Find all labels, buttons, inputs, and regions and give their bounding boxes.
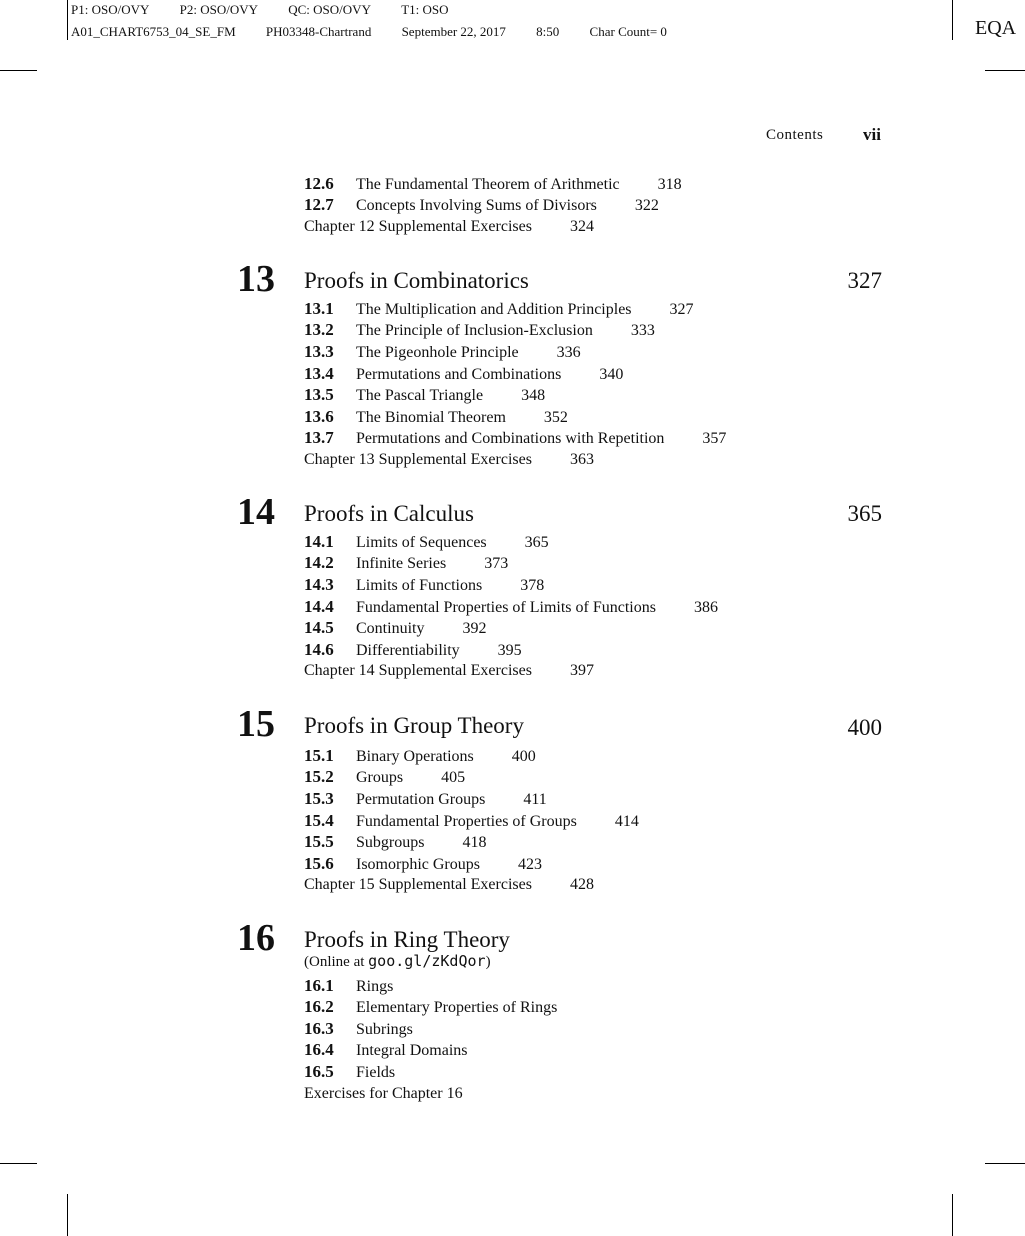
section-number: 14.6 <box>304 640 334 659</box>
section-number: 14.4 <box>304 597 334 616</box>
chapter-title[interactable]: Proofs in Group Theory <box>304 713 524 738</box>
chapter-number: 15 <box>237 703 275 745</box>
section-number: 15.1 <box>304 746 334 765</box>
toc-section-entry[interactable] <box>304 831 486 852</box>
crop-mark <box>0 70 37 71</box>
slug-field: P2: OSO/OVY <box>179 2 258 17</box>
toc-section-entry[interactable] <box>304 617 486 638</box>
online-prefix: (Online at <box>304 954 369 970</box>
supplemental-title: Chapter 14 Supplemental Exercises <box>304 662 532 679</box>
section-title: Subgroups <box>356 834 425 851</box>
slug-field: P1: OSO/OVY <box>71 2 150 17</box>
toc-section-entry[interactable] <box>304 853 542 874</box>
printer-slug-line-1 <box>71 2 476 18</box>
section-title: Fields <box>356 1064 396 1081</box>
supplemental-page: 324 <box>569 218 594 235</box>
section-title: Fundamental Properties of Limits of Functions <box>356 599 656 616</box>
online-note <box>304 952 491 971</box>
section-number: 13.4 <box>304 364 334 383</box>
section-number: 15.3 <box>304 789 334 808</box>
section-title: Differentiability <box>356 642 460 659</box>
section-page: 400 <box>511 748 536 765</box>
section-number: 14.3 <box>304 575 334 594</box>
toc-section-entry[interactable] <box>304 1018 413 1039</box>
section-page: 365 <box>524 534 549 551</box>
supplemental-title: Chapter 13 Supplemental Exercises <box>304 451 532 468</box>
chapter-title[interactable]: Proofs in Calculus <box>304 501 474 526</box>
supplemental-page: 363 <box>569 451 594 468</box>
running-head-label: Contents <box>766 127 824 143</box>
section-title: The Fundamental Theorem of Arithmetic <box>356 176 620 193</box>
chapter-number: 13 <box>237 258 275 300</box>
section-title: The Pigeonhole Principle <box>356 344 519 361</box>
slug-field: T1: OSO <box>401 2 449 17</box>
supplemental-title: Exercises for Chapter 16 <box>304 1085 463 1102</box>
section-page: 327 <box>669 301 694 318</box>
toc-section-entry[interactable] <box>304 1061 395 1082</box>
crop-mark <box>985 1163 1025 1164</box>
toc-section-entry[interactable] <box>304 384 545 405</box>
section-number: 13.1 <box>304 299 334 318</box>
toc-section-entry[interactable] <box>304 406 568 427</box>
section-page: 411 <box>523 791 547 808</box>
section-page: 418 <box>462 834 487 851</box>
section-number: 16.4 <box>304 1040 334 1059</box>
section-page: 340 <box>599 366 624 383</box>
section-title: Rings <box>356 978 394 995</box>
section-number: 15.2 <box>304 767 334 786</box>
section-title: The Pascal Triangle <box>356 387 484 404</box>
section-page: 333 <box>630 322 655 339</box>
section-number: 14.1 <box>304 532 334 551</box>
section-page: 386 <box>693 599 718 616</box>
toc-section-entry[interactable] <box>304 173 682 194</box>
toc-section-entry[interactable] <box>304 531 549 552</box>
toc-section-entry[interactable] <box>304 1039 468 1060</box>
section-title: Permutation Groups <box>356 791 486 808</box>
chapter-page: 365 <box>847 501 882 526</box>
section-title: Groups <box>356 769 404 786</box>
toc-section-entry[interactable] <box>304 194 659 215</box>
section-title: The Multiplication and Addition Principles <box>356 301 632 318</box>
toc-supplemental-entry[interactable] <box>304 1083 463 1104</box>
section-title: Elementary Properties of Rings <box>356 999 558 1016</box>
section-page: 373 <box>484 555 509 572</box>
slug-field: Char Count= 0 <box>589 24 667 39</box>
section-title: The Principle of Inclusion-Exclusion <box>356 322 593 339</box>
section-number: 13.5 <box>304 385 334 404</box>
section-number: 15.6 <box>304 854 334 873</box>
toc-section-entry[interactable] <box>304 766 465 787</box>
section-title: Continuity <box>356 620 425 637</box>
section-number: 13.7 <box>304 428 334 447</box>
section-number: 15.5 <box>304 832 334 851</box>
supplemental-title: Chapter 12 Supplemental Exercises <box>304 218 532 235</box>
slug-field: QC: OSO/OVY <box>288 2 371 17</box>
section-page: 423 <box>517 856 542 873</box>
online-suffix: ) <box>485 954 491 970</box>
toc-section-entry[interactable] <box>304 319 655 340</box>
toc-supplemental-entry[interactable] <box>304 216 594 237</box>
crop-mark <box>952 1194 953 1236</box>
online-link[interactable]: goo.gl/zKdQor <box>368 952 486 970</box>
chapter-number: 16 <box>237 917 275 959</box>
toc-section-entry[interactable] <box>304 639 522 660</box>
section-number: 13.3 <box>304 342 334 361</box>
section-page: 395 <box>497 642 522 659</box>
crop-mark <box>985 70 1025 71</box>
supplemental-title: Chapter 15 Supplemental Exercises <box>304 876 532 893</box>
toc-section-entry[interactable] <box>304 996 557 1017</box>
section-number: 16.1 <box>304 976 334 995</box>
corner-code: EQA <box>975 17 1017 39</box>
section-number: 14.2 <box>304 553 334 572</box>
toc-section-entry[interactable] <box>304 298 694 319</box>
toc-section-entry[interactable] <box>304 745 536 766</box>
crop-mark <box>67 0 68 40</box>
chapter-title[interactable]: Proofs in Ring Theory <box>304 927 510 952</box>
toc-section-entry[interactable] <box>304 427 726 448</box>
toc-section-entry[interactable] <box>304 341 581 362</box>
supplemental-page: 428 <box>569 876 594 893</box>
section-number: 13.6 <box>304 407 334 426</box>
section-page: 336 <box>556 344 581 361</box>
section-title: Limits of Sequences <box>356 534 487 551</box>
section-title: Fundamental Properties of Groups <box>356 813 577 830</box>
section-number: 12.6 <box>304 174 334 193</box>
toc-supplemental-entry[interactable] <box>304 660 594 681</box>
toc-section-entry[interactable] <box>304 975 393 996</box>
section-title: Permutations and Combinations with Repetition <box>356 430 665 447</box>
toc-supplemental-entry[interactable] <box>304 449 594 470</box>
section-title: Infinite Series <box>356 555 447 572</box>
section-number: 13.2 <box>304 320 334 339</box>
section-title: Permutations and Combinations <box>356 366 562 383</box>
chapter-number: 14 <box>237 491 275 533</box>
section-number: 14.5 <box>304 618 334 637</box>
section-title: Isomorphic Groups <box>356 856 480 873</box>
section-number: 16.3 <box>304 1019 334 1038</box>
section-title: Binary Operations <box>356 748 474 765</box>
toc-section-entry[interactable] <box>304 810 639 831</box>
section-page: 322 <box>634 197 659 214</box>
section-page: 378 <box>520 577 545 594</box>
section-number: 12.7 <box>304 195 334 214</box>
section-page: 318 <box>657 176 682 193</box>
section-title: Concepts Involving Sums of Divisors <box>356 197 597 214</box>
section-number: 15.4 <box>304 811 334 830</box>
printer-slug-line-2 <box>71 24 694 40</box>
crop-mark <box>952 0 953 40</box>
chapter-page: 327 <box>847 268 882 293</box>
toc-section-entry[interactable] <box>304 574 544 595</box>
chapter-page: 400 <box>847 715 882 740</box>
toc-supplemental-entry[interactable] <box>304 874 594 895</box>
section-page: 348 <box>521 387 546 404</box>
page-number: vii <box>863 125 881 144</box>
toc-section-entry[interactable] <box>304 363 623 384</box>
supplemental-page: 397 <box>569 662 594 679</box>
section-title: Limits of Functions <box>356 577 483 594</box>
section-number: 16.2 <box>304 997 334 1016</box>
chapter-title[interactable]: Proofs in Combinatorics <box>304 268 529 293</box>
section-title: Integral Domains <box>356 1042 468 1059</box>
section-number: 16.5 <box>304 1062 334 1081</box>
slug-field: PH03348-Chartrand <box>265 24 372 39</box>
crop-mark <box>67 1194 68 1236</box>
toc-section-entry[interactable] <box>304 596 718 617</box>
section-page: 357 <box>702 430 727 447</box>
slug-field: September 22, 2017 <box>401 24 506 39</box>
slug-field: A01_CHART6753_04_SE_FM <box>71 24 236 39</box>
section-page: 405 <box>441 769 466 786</box>
section-page: 392 <box>462 620 487 637</box>
section-page: 352 <box>543 409 568 426</box>
toc-section-entry[interactable] <box>304 552 508 573</box>
section-title: The Binomial Theorem <box>356 409 506 426</box>
crop-mark <box>0 1163 37 1164</box>
section-title: Subrings <box>356 1021 413 1038</box>
section-page: 414 <box>614 813 639 830</box>
slug-field: 8:50 <box>536 24 560 39</box>
toc-section-entry[interactable] <box>304 788 547 809</box>
